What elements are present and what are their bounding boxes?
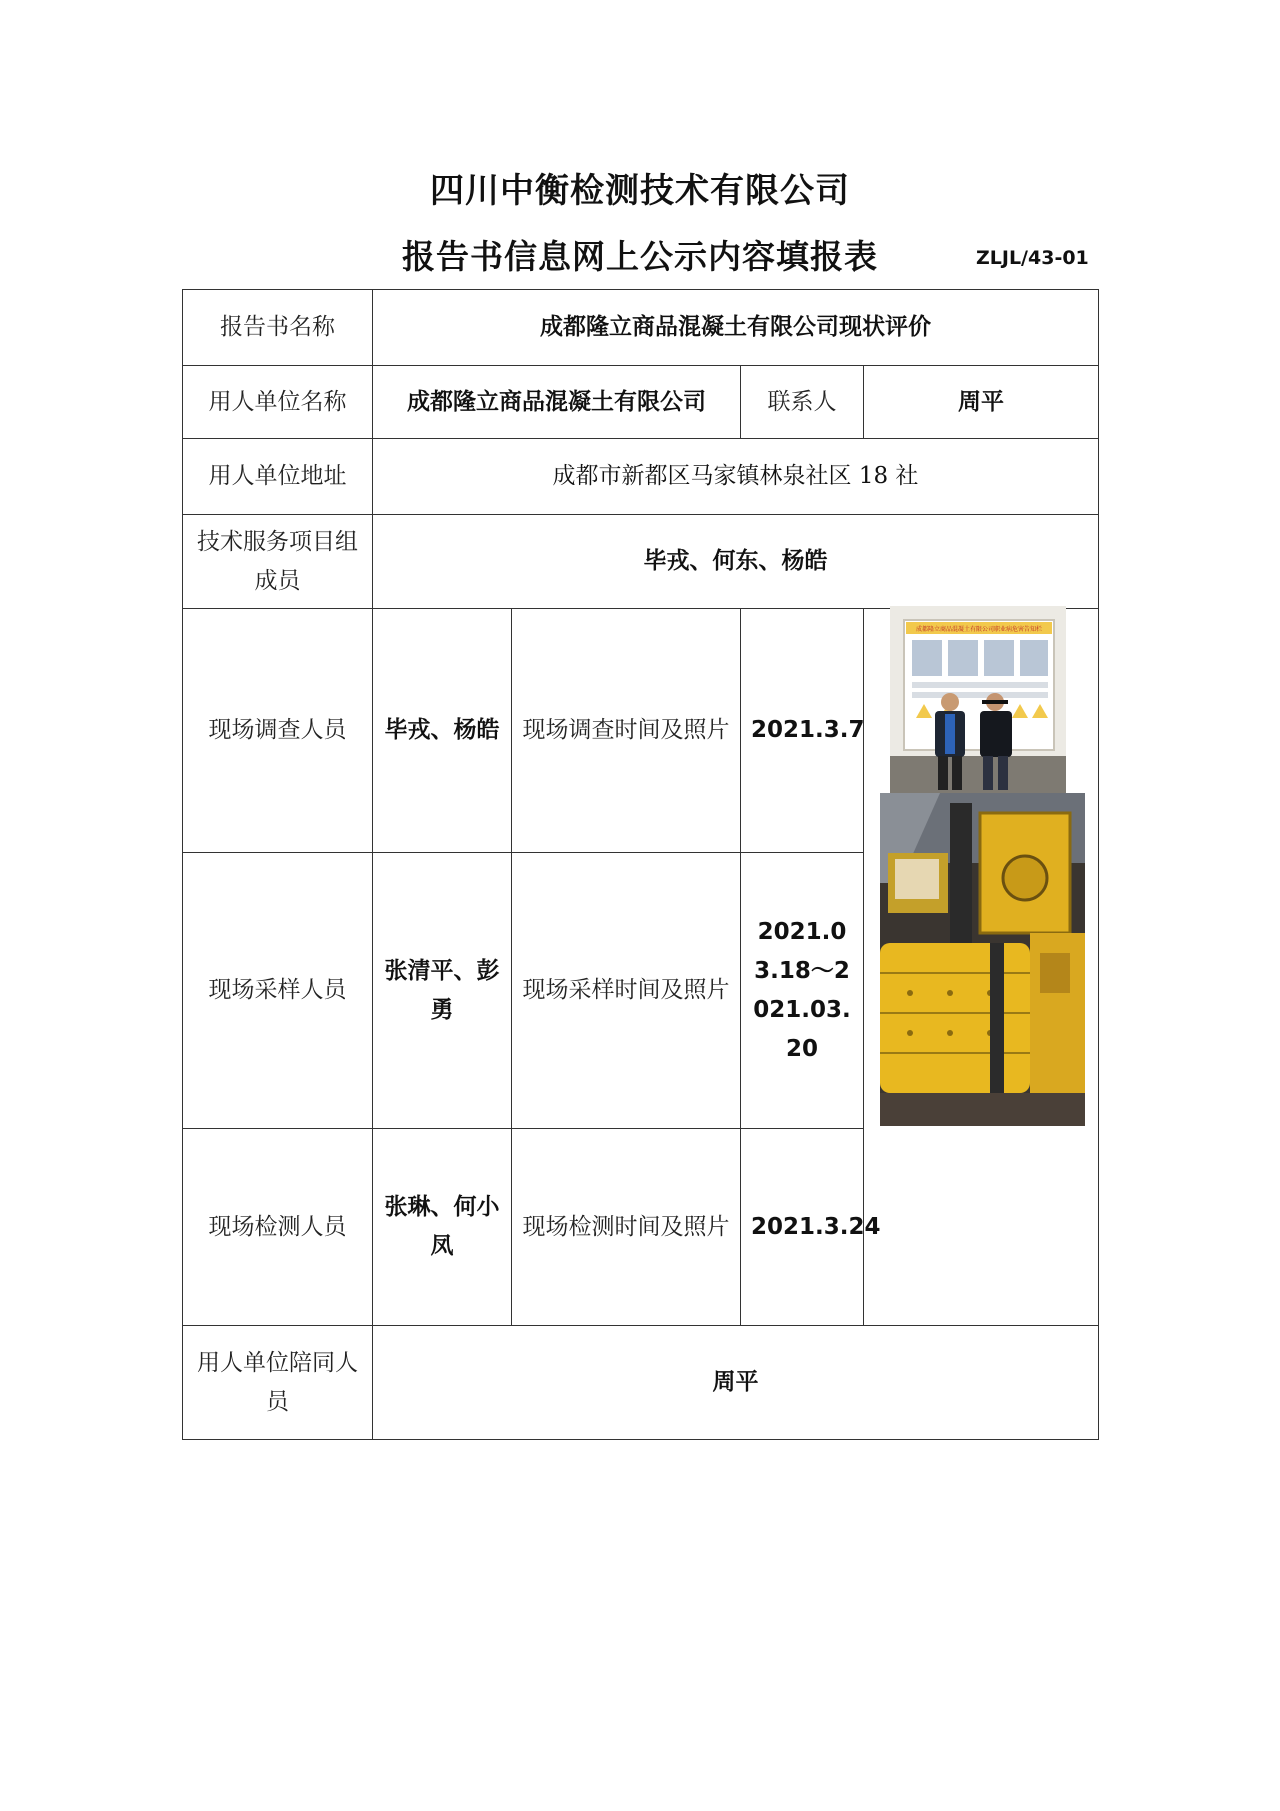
testing-staff: 张琳、何小凤: [373, 1129, 512, 1326]
escort-value: 周平: [373, 1326, 1099, 1440]
report-name-label: 报告书名称: [183, 290, 373, 366]
team-members-value: 毕戎、何东、杨皓: [373, 515, 1099, 609]
company-title: 四川中衡检测技术有限公司: [430, 171, 850, 211]
row-address: [183, 439, 1099, 515]
employer-name-label: 用人单位名称: [183, 366, 373, 439]
row-employer: [183, 366, 1099, 439]
survey-time-label: 现场调查时间及照片: [512, 609, 741, 853]
sampling-time-label: 现场采样时间及照片: [512, 853, 741, 1129]
team-label: 技术服务项目组成员: [183, 515, 373, 609]
employer-name-value: 成都隆立商品混凝土有限公司: [373, 366, 741, 439]
report-name-value: 成都隆立商品混凝土有限公司现状评价: [373, 290, 1099, 366]
testing-label: 现场检测人员: [183, 1129, 373, 1326]
form-code: ZLJL/43-01: [976, 247, 1089, 269]
testing-date: 2021.3.24: [741, 1129, 864, 1326]
form-title: 报告书信息网上公示内容填报表: [402, 237, 878, 276]
contact-label: 联系人: [741, 366, 864, 439]
sampling-label: 现场采样人员: [183, 853, 373, 1129]
survey-staff: 毕戎、杨皓: [373, 609, 512, 853]
survey-date: 2021.3.7: [741, 609, 864, 853]
board-title-text: 成都隆立商品混凝土有限公司职业病危害告知栏: [915, 626, 1043, 633]
contact-value: 周平: [864, 366, 1099, 439]
row-escort: [183, 1326, 1099, 1440]
row-team: [183, 515, 1099, 609]
testing-time-label: 现场检测时间及照片: [512, 1129, 741, 1326]
survey-photo-image: [890, 606, 1066, 794]
survey-label: 现场调查人员: [183, 609, 373, 853]
sampling-date: 2021.03.18～2021.03.20: [741, 853, 864, 1129]
escort-label: 用人单位陪同人员: [183, 1326, 373, 1440]
row-report-name: [183, 290, 1099, 366]
sampling-photo-image: [880, 793, 1085, 1126]
employer-address-label: 用人单位地址: [183, 439, 373, 515]
sampling-staff: 张清平、彭勇: [373, 853, 512, 1129]
sampling-photo: [880, 793, 1085, 1126]
survey-photo: [890, 606, 1066, 794]
employer-address-value: 成都市新都区马家镇林泉社区 18 社: [373, 439, 1099, 515]
